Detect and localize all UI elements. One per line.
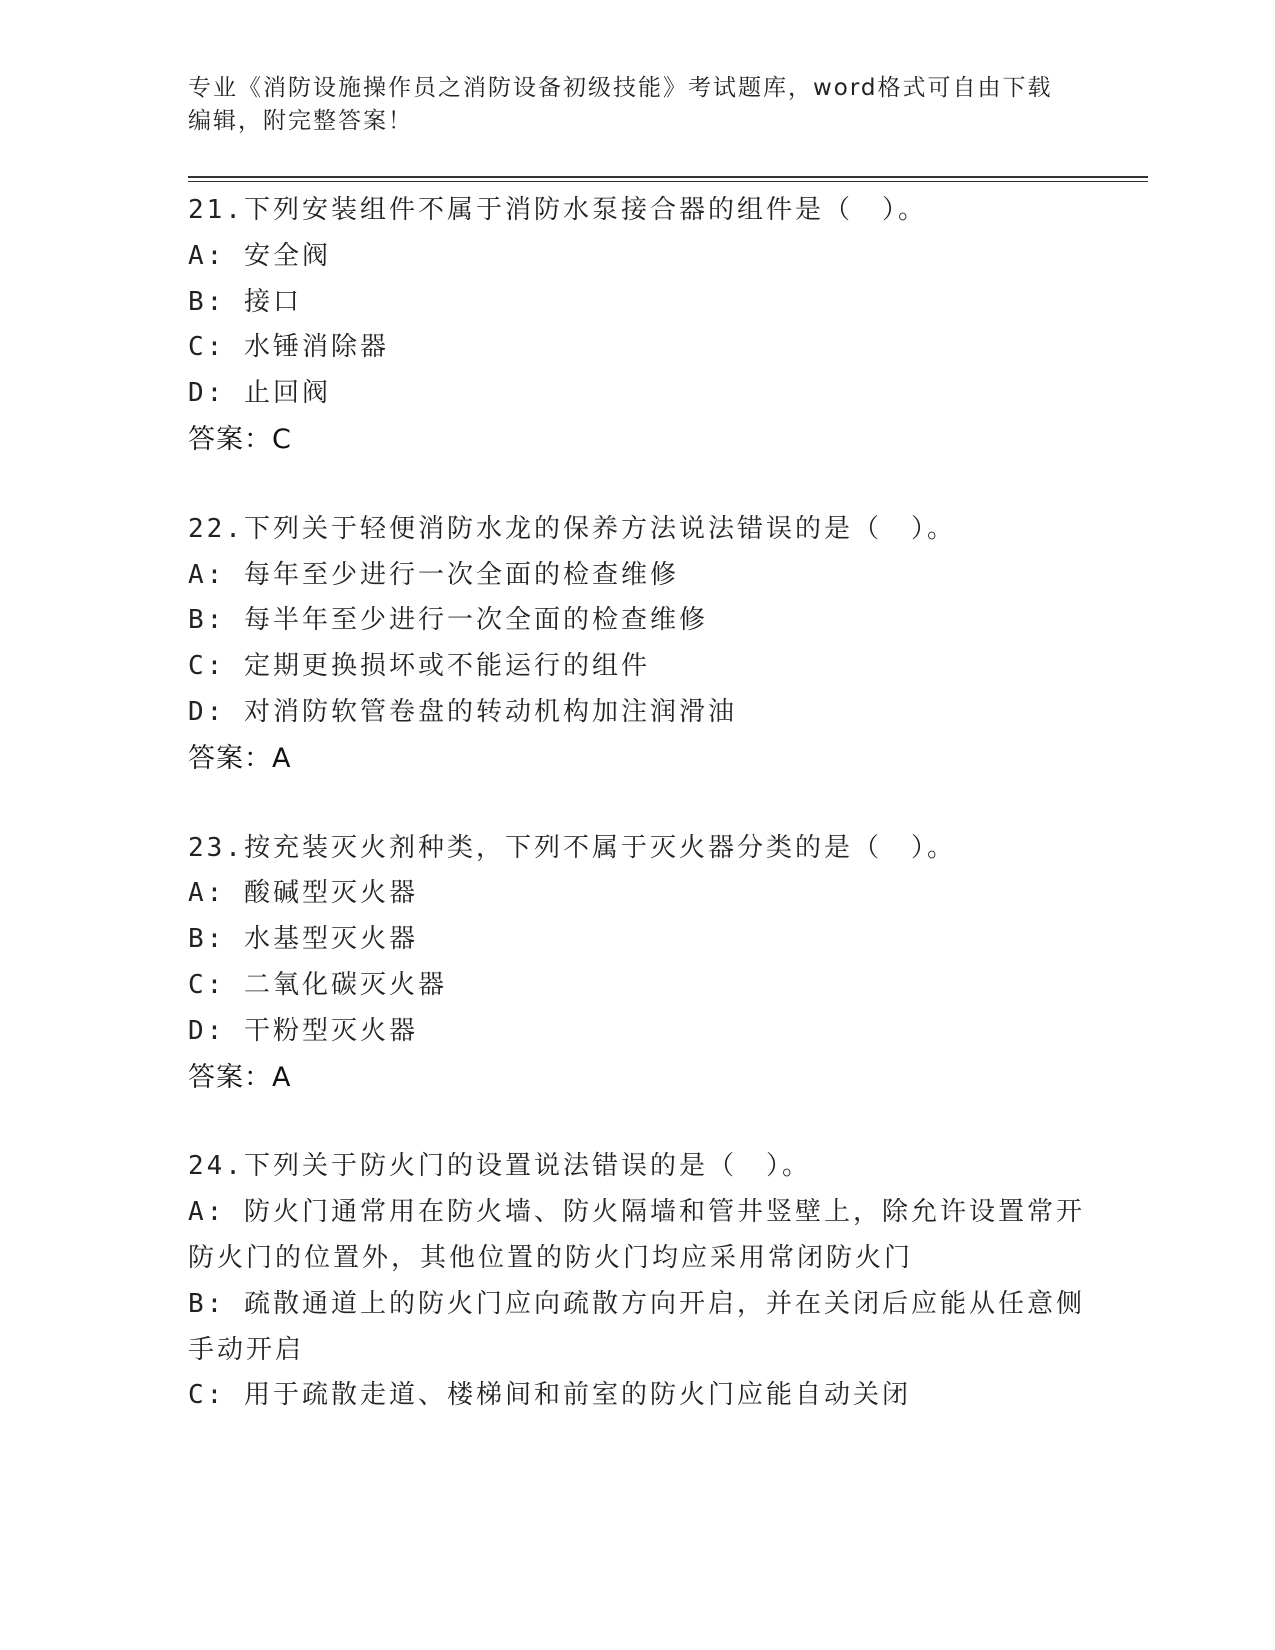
question-stem: 23.按充装灭火剂种类，下列不属于灭火器分类的是（ ）。	[188, 832, 956, 863]
question-list	[188, 188, 1088, 1463]
answer-label: 答案：C	[188, 423, 292, 455]
option-c: C: 定期更换损坏或不能运行的组件	[188, 651, 650, 682]
answer-label: 答案：A	[188, 742, 292, 774]
question-24	[188, 1144, 1088, 1419]
question-21	[188, 188, 1088, 463]
question-stem: 22.下列关于轻便消防水龙的保养方法说法错误的是（ ）。	[188, 513, 956, 544]
option-d: D: 对消防软管卷盘的转动机构加注润滑油	[188, 696, 737, 727]
question-stem: 24.下列关于防火门的设置说法错误的是（ ）。	[188, 1151, 811, 1182]
option-d: D: 止回阀	[188, 378, 331, 409]
option-a: A: 安全阀	[188, 240, 331, 271]
question-stem: 21.下列安装组件不属于消防水泵接合器的组件是（ ）。	[188, 195, 927, 225]
question-23	[188, 826, 1088, 1101]
option-b: B: 疏散通道上的防火门应向疏散方向开启，并在关闭后应能从任意侧手动开启	[188, 1288, 1085, 1365]
option-c: C: 用于疏散走道、楼梯间和前室的防火门应能自动关闭	[188, 1380, 911, 1411]
option-c: C: 二氧化碳灭火器	[188, 969, 447, 1000]
header-divider-thick	[188, 176, 1148, 178]
option-c: C: 水锤消除器	[188, 332, 389, 363]
option-a: A: 每年至少进行一次全面的检查维修	[188, 559, 679, 590]
option-b: B: 接口	[188, 286, 302, 317]
option-b: B: 每半年至少进行一次全面的检查维修	[188, 605, 708, 636]
option-d: D: 干粉型灭火器	[188, 1015, 418, 1046]
document-header: 专业《消防设施操作员之消防设备初级技能》考试题库，word格式可自由下载编辑，附完整答案！	[188, 75, 1053, 134]
option-a: A: 防火门通常用在防火墙、防火隔墙和管井竖壁上，除允许设置常开防火门的位置外，其他位置的防火门均应采用常闭防火门	[188, 1197, 1085, 1273]
header-divider-thin	[188, 181, 1148, 182]
question-22	[188, 507, 1088, 782]
answer-label: 答案：A	[188, 1061, 292, 1093]
option-b: B: 水基型灭火器	[188, 924, 418, 955]
option-a: A: 酸碱型灭火器	[188, 878, 418, 909]
